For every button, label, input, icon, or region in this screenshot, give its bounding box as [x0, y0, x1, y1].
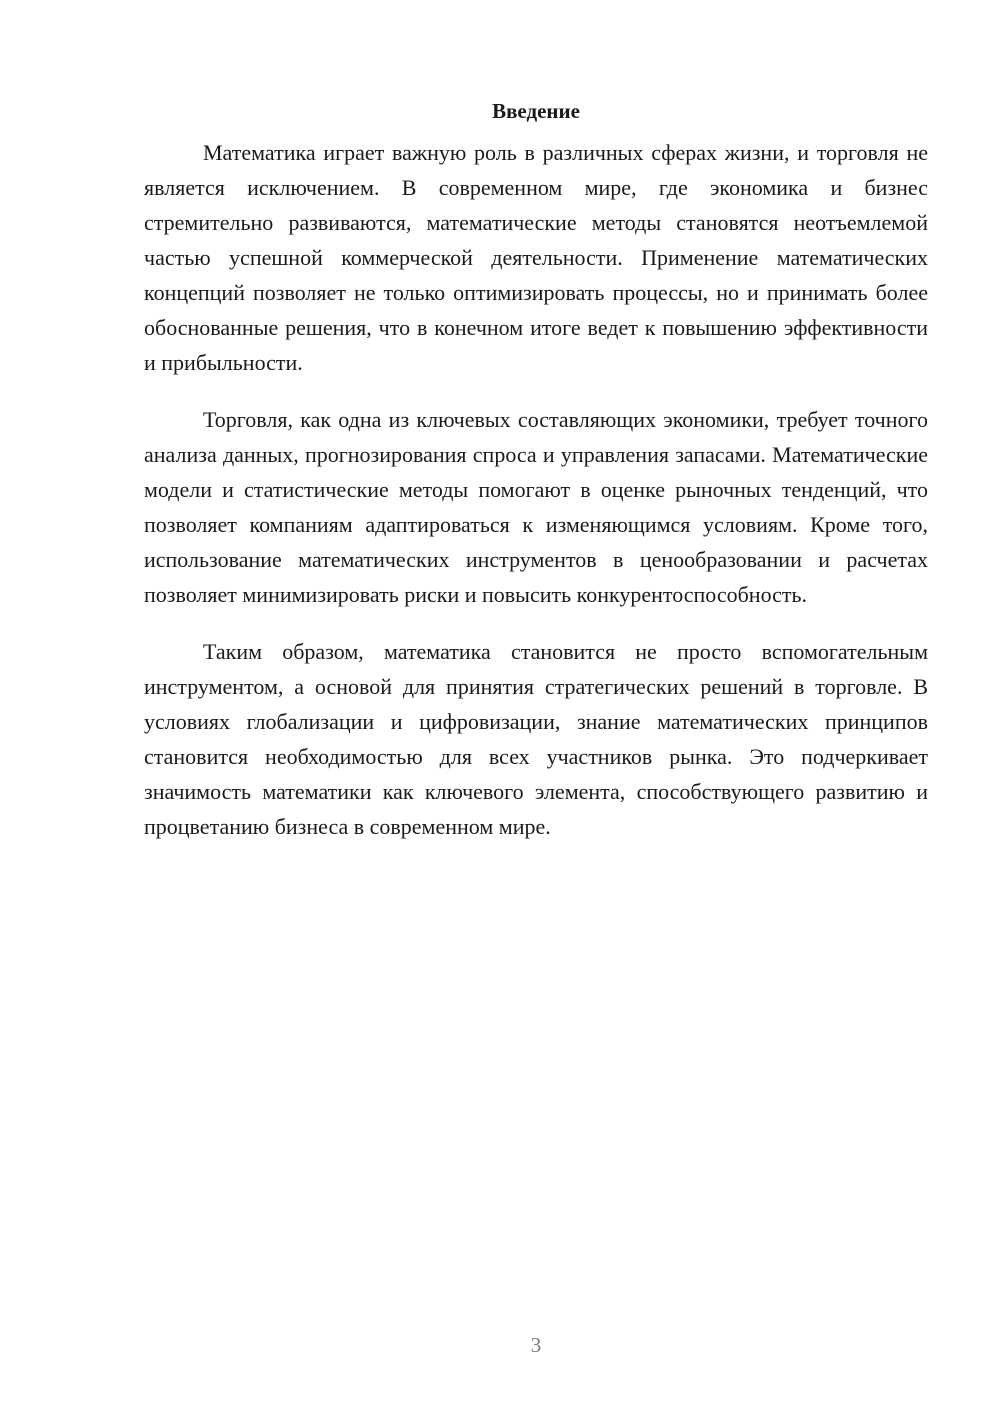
section-title: Введение	[492, 99, 580, 123]
paragraph-2: Торговля, как одна из ключевых составляющих экономики, требует точного анализа данных, прогнозирования спроса и управления запасами. Математические модели и статистические методы помогают в оценке рыночных тенденций, что позволяет компаниям адаптироваться к изменяющимся условиям. Кроме того, использование математических инструментов в ценообразовании и расчетах позволяет минимизировать риски и повысить конкурентоспособность.	[144, 407, 928, 607]
paragraph-1: Математика играет важную роль в различных сферах жизни, и торговля не является исключением. В современном мире, где экономика и бизнес стремительно развиваются, математические методы становятся неотъемлемой частью успешной коммерческой деятельности. Применение математических концепций позволяет не только оптимизировать процессы, но и принимать более обоснованные решения, что в конечном итоге ведет к повышению эффективности и прибыльности.	[144, 140, 928, 375]
paragraph-3: Таким образом, математика становится не просто вспомогательным инструментом, а основой для принятия стратегических решений в торговле. В условиях глобализации и цифровизации, знание математических принципов становится необходимостью для всех участников рынка. Это подчеркивает значимость математики как ключевого элемента, способствующего развитию и процветанию бизнеса в современном мире.	[144, 639, 928, 839]
page-content	[144, 94, 928, 866]
page-number: 3	[530, 1333, 542, 1357]
